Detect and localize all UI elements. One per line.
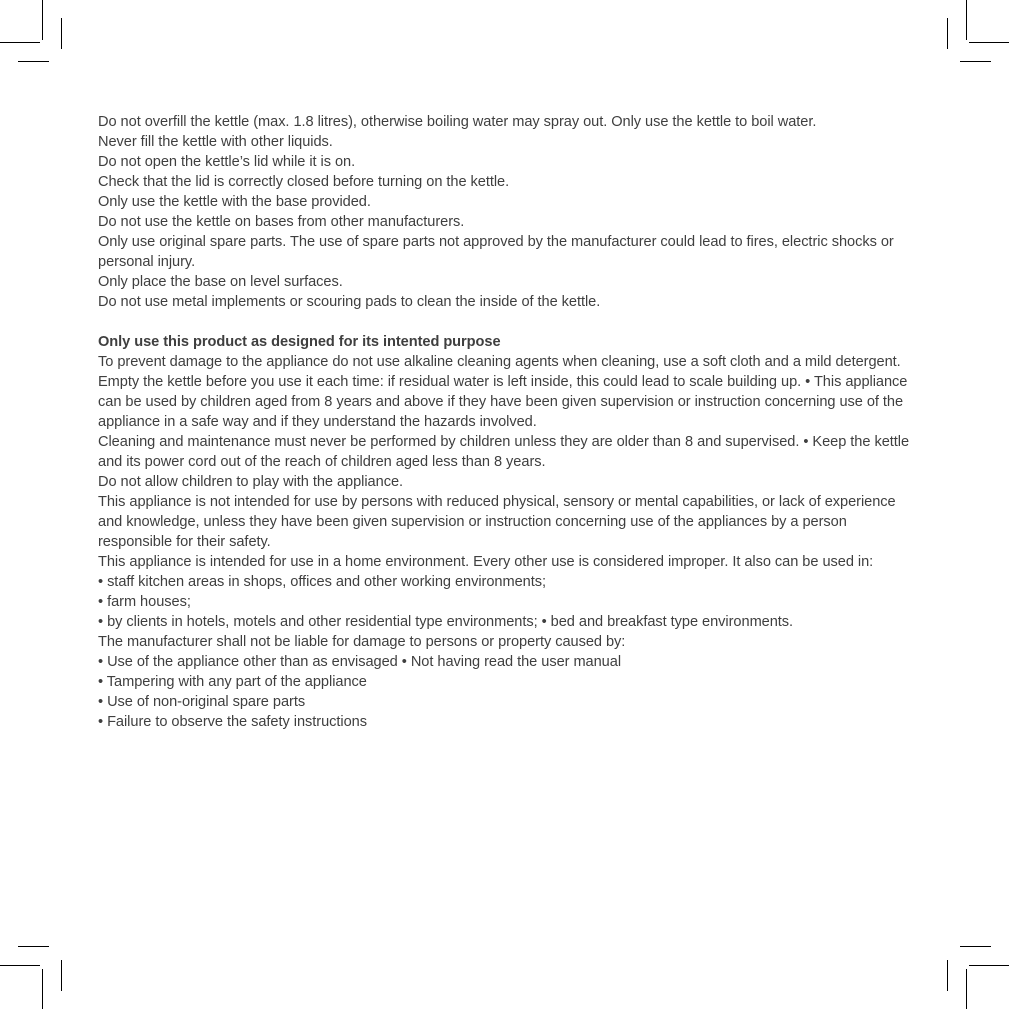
crop-mark <box>969 965 1009 966</box>
instruction-line: Only use original spare parts. The use of spare parts not approved by the manufacturer could lead to fires, electric shocks or personal injury. <box>98 234 894 270</box>
crop-mark <box>947 18 948 49</box>
instruction-line: This appliance is not intended for use by persons with reduced physical, sensory or mental capabilities, or lack of experience and knowledge, unless they have been given supervision or instruction concerning use of the appliances by a person responsible for their safety. <box>98 494 896 550</box>
crop-mark <box>42 969 43 1009</box>
instruction-line: Do not allow children to play with the appliance. <box>98 474 404 490</box>
instruction-line: Do not use metal implements or scouring pads to clean the inside of the kettle. <box>98 294 601 310</box>
instruction-line: Do not overfill the kettle (max. 1.8 litres), otherwise boiling water may spray out. Only use the kettle to boil water. <box>98 114 817 130</box>
crop-mark <box>960 946 991 947</box>
crop-mark <box>0 965 40 966</box>
instruction-line: Only use the kettle with the base provided. <box>98 194 371 210</box>
section-heading: Only use this product as designed for its intented purpose <box>98 334 501 350</box>
safety-instructions <box>98 112 913 732</box>
instruction-line: This appliance is intended for use in a home environment. Every other use is considered improper. It also can be used in: <box>98 554 874 570</box>
instruction-line: Do not open the kettle’s lid while it is on. <box>98 154 356 170</box>
instruction-line: Cleaning and maintenance must never be performed by children unless they are older than 8 and supervised. • Keep the kettle and its power cord out of the reach of children aged less than 8 years. <box>98 434 910 470</box>
instruction-line: Empty the kettle before you use it each time: if residual water is left inside, this could lead to scale building up. • This appliance can be used by children aged from 8 years and above if they have been given supervision or instruction concerning use of the appliance in a safe way and if they understand the hazards involved. <box>98 374 908 430</box>
bullet-item: • Use of the appliance other than as envisaged • Not having read the user manual <box>98 654 622 670</box>
crop-mark <box>61 18 62 49</box>
crop-mark <box>18 61 49 62</box>
instruction-line: To prevent damage to the appliance do not use alkaline cleaning agents when cleaning, use a soft cloth and a mild detergent. <box>98 354 901 370</box>
instruction-line: Do not use the kettle on bases from other manufacturers. <box>98 214 465 230</box>
instruction-line: Never fill the kettle with other liquids. <box>98 134 333 150</box>
bullet-item: • staff kitchen areas in shops, offices and other working environments; <box>98 574 546 590</box>
bullet-item: • farm houses; <box>98 594 191 610</box>
instruction-line: Check that the lid is correctly closed before turning on the kettle. <box>98 174 510 190</box>
crop-mark <box>960 61 991 62</box>
crop-mark <box>18 946 49 947</box>
crop-mark <box>969 42 1009 43</box>
bullet-item: • Failure to observe the safety instructions <box>98 714 367 730</box>
instruction-line: Only place the base on level surfaces. <box>98 274 343 290</box>
bullet-item: • by clients in hotels, motels and other residential type environments; • bed and breakfast type environments. <box>98 614 794 630</box>
paragraph-gap <box>98 312 913 332</box>
bullet-item: • Use of non-original spare parts <box>98 694 306 710</box>
crop-mark <box>0 42 40 43</box>
instruction-line: The manufacturer shall not be liable for damage to persons or property caused by: <box>98 634 626 650</box>
crop-mark <box>61 960 62 991</box>
crop-mark <box>947 960 948 991</box>
crop-mark <box>42 0 43 40</box>
crop-mark <box>966 0 967 40</box>
bullet-item: • Tampering with any part of the appliance <box>98 674 367 690</box>
crop-mark <box>966 969 967 1009</box>
